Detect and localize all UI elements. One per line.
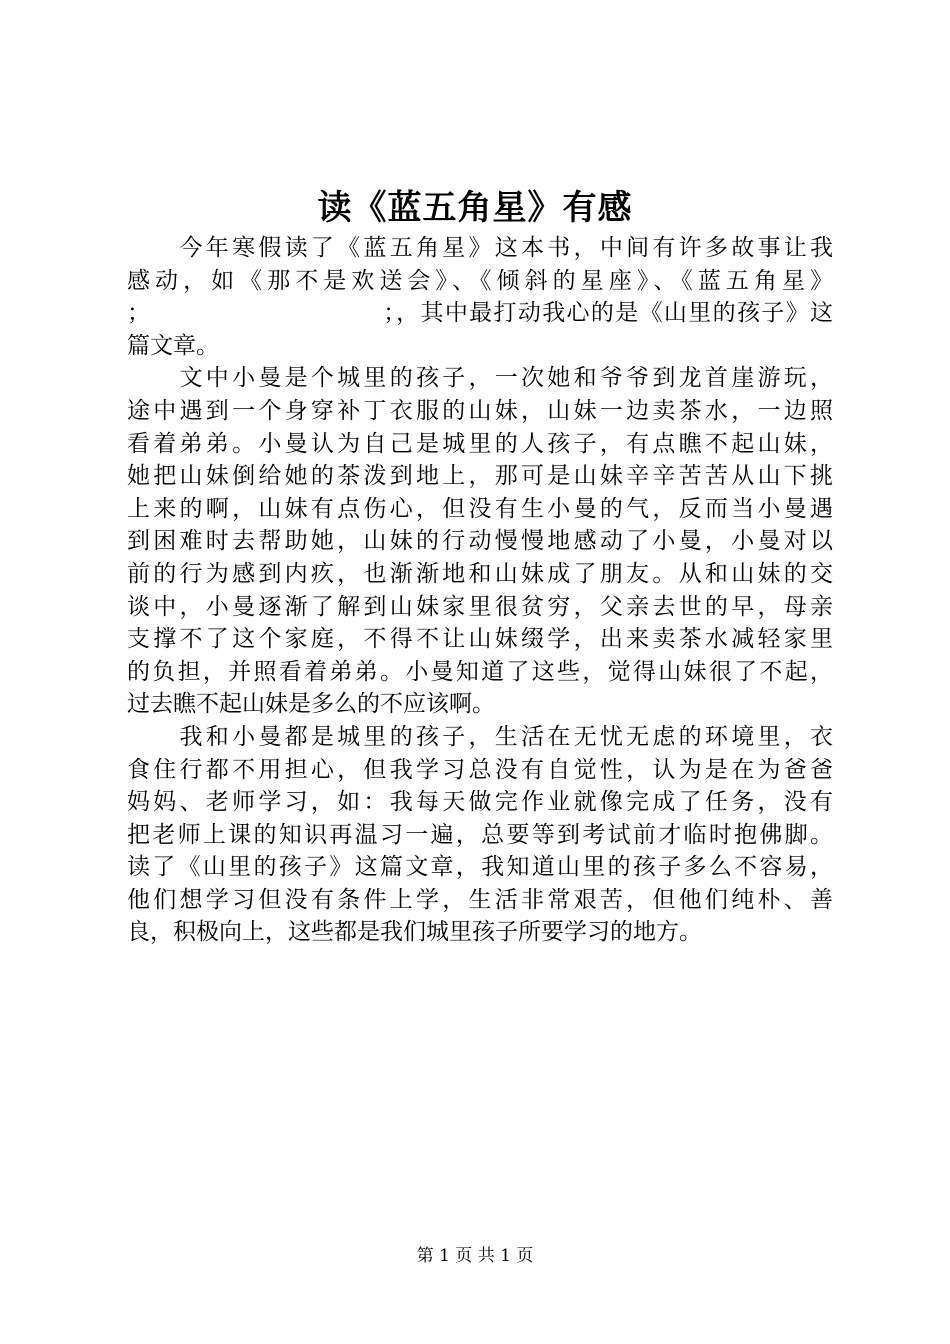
page-footer: 第 1 页 共 1 页 [416,1246,534,1266]
body-text-line: 食住行都不用担心，但我学习总没有自觉性，认为是在为爸爸 [127,756,833,783]
body-text-line: ； ；，其中最打动我心的是《山里的孩子》这 [127,300,833,327]
body-text-line: 她把山妹倒给她的茶泼到地上，那可是山妹辛辛苦苦从山下挑 [127,463,833,490]
body-text-line: 读了《山里的孩子》这篇文章，我知道山里的孩子多么不容易， [127,854,833,881]
body-text-line: 的负担，并照看着弟弟。小曼知道了这些，觉得山妹很了不起， [127,658,833,685]
body-text-line: 支撑不了这个家庭，不得不让山妹缀学，出来卖茶水减轻家里 [127,626,833,653]
body-text-line: 感动，如《那不是欢送会》、《倾斜的星座》、《蓝五角星》 [127,267,833,294]
body-text-line: 篇文章。 [127,332,219,359]
document-title: 读《蓝五角星》有感 [317,188,633,228]
body-text-line: 上来的啊，山妹有点伤心，但没有生小曼的气，反而当小曼遇 [127,495,833,522]
body-text-line: 妈妈、老师学习，如：我每天做完作业就像完成了任务，没有 [127,789,833,816]
body-text-line: 今年寒假读了《蓝五角星》这本书，中间有许多故事让我 [127,235,833,261]
body-text-line: 他们想学习但没有条件上学，生活非常艰苦，但他们纯朴、善 [127,886,833,913]
body-text-line: 把老师上课的知识再温习一遍，总要等到考试前才临时抱佛脚。 [127,821,833,848]
body-text-line: 文中小曼是个城里的孩子，一次她和爷爷到龙首崖游玩， [127,365,833,392]
body-text-line: 我和小曼都是城里的孩子，生活在无忧无虑的环境里，衣 [127,723,833,750]
body-text-line: 谈中，小曼逐渐了解到山妹家里很贫穷，父亲去世的早，母亲 [127,593,833,620]
body-text-line: 到困难时去帮助她，山妹的行动慢慢地感动了小曼，小曼对以 [127,528,833,555]
body-text-line: 过去瞧不起山妹是多么的不应该啊。 [127,691,495,718]
body-text-line: 前的行为感到内疚，也渐渐地和山妹成了朋友。从和山妹的交 [127,560,833,587]
body-text-line: 途中遇到一个身穿补丁衣服的山妹，山妹一边卖茶水，一边照 [127,397,833,424]
document-body [127,232,833,949]
body-text-line: 良，积极向上，这些都是我们城里孩子所要学习的地方。 [127,919,702,946]
body-text-line: 看着弟弟。小曼认为自己是城里的人孩子，有点瞧不起山妹， [127,430,833,457]
